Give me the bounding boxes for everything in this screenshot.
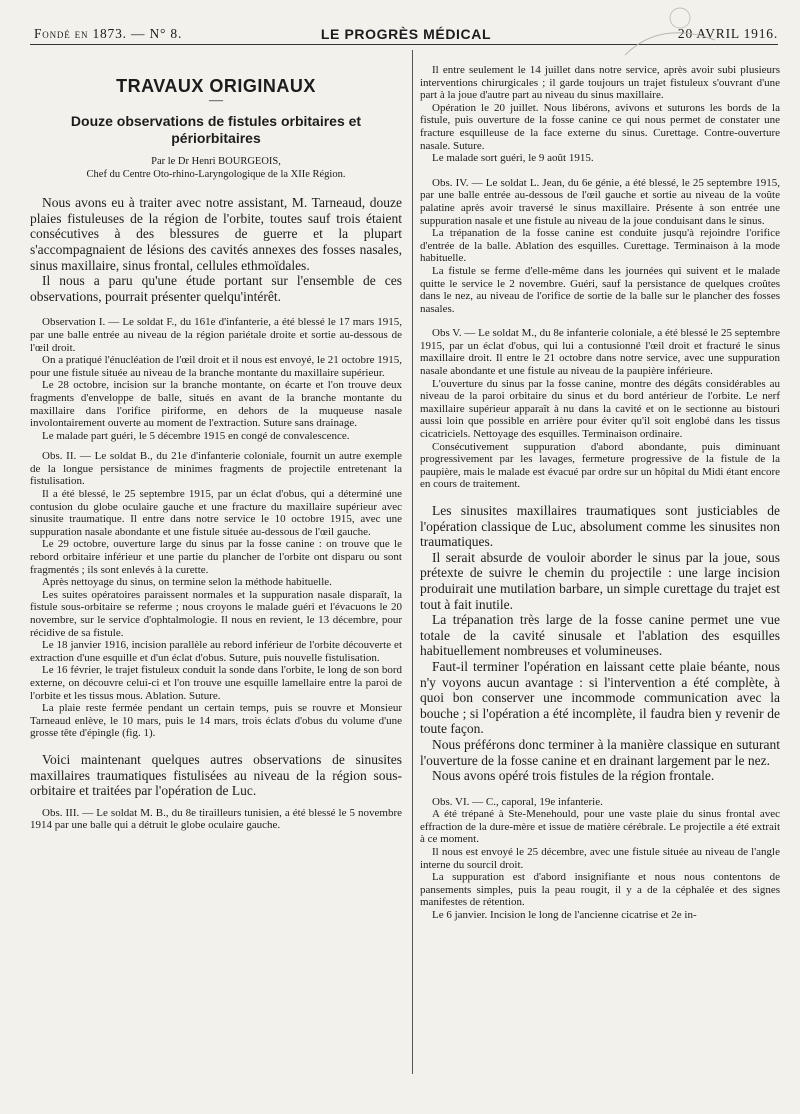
paragraph: Nous préférons donc terminer à la manière classique en suturant l'ouverture de la fosse canine et en drainant largement par le nez. bbox=[420, 736, 780, 768]
paragraph: Il serait absurde de vouloir aborder le sinus par la joue, sous prétexte de suivre le chemin du projectile : une large incision produirait une mutilation barbare, un simple curettage du trajet est tout à fait inutile. bbox=[420, 549, 780, 612]
paragraph: La plaie reste fermée pendant un certain temps, puis se rouvre et Monsieur Tarneaud enlève, le 10 mars, puis le 14 mars, trois éclats d'obus du volume d'une grosse tête d'épingle (fig. 1). bbox=[30, 702, 402, 740]
paragraph: Les suites opératoires paraissent normales et la suppuration nasale disparaît, la fistule sous-orbitaire se referme ; nous croyons le malade guéri et l'évacuons le 20 novembre, sur le service d'ophtalmologie. Il nous en revient, le 13 décembre, pour récidive de sa fistule. bbox=[30, 588, 402, 639]
article-title: Douze observations de fistules orbitaires et périorbitaires bbox=[70, 113, 362, 147]
paragraph: Le 29 octobre, ouverture large du sinus par la fosse canine : on trouve que le rebord orbitaire inférieur et une partie du plancher de l'orbite ont disparu ou sont fragmentés ; ils sont enlevés à la curette. bbox=[30, 538, 402, 576]
paragraph: L'ouverture du sinus par la fosse canine, montre des dégâts considérables au niveau de la paroi orbitaire du sinus et du bord antérieur de l'orbite. Le nerf maxillaire supérieur apparaît à nu dans la cavité et on le sectionne au bistouri aussi loin que possible en arrière pour éviter qu'il soit englobé dans les tissus cicatriciels. Nettoyage des esquilles. Terminaison ordinaire. bbox=[420, 377, 780, 441]
author-line bbox=[30, 155, 402, 181]
section-dash: — bbox=[209, 92, 223, 108]
observation-3-continued bbox=[420, 64, 780, 165]
paragraph: La suppuration est d'abord insignifiante et nous nous contentons de pansements simples, puis la peau rougit, il y a de la céphalée et des signes manifestes de rétention. bbox=[420, 871, 780, 909]
observation-5 bbox=[420, 327, 780, 491]
paragraph: Nous avons opéré trois fistules de la région frontale. bbox=[432, 768, 715, 784]
paragraph: Obs. II. — Le soldat B., du 21e d'infanterie coloniale, fournit un autre exemple de la longue persistance de minimes fragments de projectile entretenant la fistulisation. bbox=[30, 450, 402, 488]
paragraph: On a pratiqué l'énucléation de l'œil droit et il nous est envoyé, le 21 octobre 1915, pour une fistule située au niveau de la branche montante du maxillaire supérieur. bbox=[30, 354, 402, 379]
header-journal-title: LE PROGRÈS MÉDICAL bbox=[320, 26, 492, 42]
discussion bbox=[420, 503, 780, 784]
section-heading: TRAVAUX ORIGINAUX bbox=[116, 76, 316, 96]
library-stamp bbox=[620, 0, 720, 60]
paragraph: Après nettoyage du sinus, on termine selon la méthode habituelle. bbox=[42, 576, 332, 589]
intro-block bbox=[30, 195, 402, 304]
paragraph: Le 6 janvier. Incision le long de l'ancienne cicatrise et 2e in- bbox=[432, 909, 697, 922]
paragraph: Opération le 20 juillet. Nous libérons, avivons et suturons les bords de la fistule, puis ouverture de la fosse canine ce qui nous permet de constater une fracture esquilleuse de la face externe du sinus. Curettage. Contre-ouverture nasale. Suture. bbox=[420, 101, 780, 152]
paragraph: Il entre seulement le 14 juillet dans notre service, après avoir subi plusieurs interventions chirurgicales ; il garde toujours un trajet fistuleux s'ouvrant d'une part à la joue d'autre part au niveau du sinus maxillaire. bbox=[420, 64, 780, 102]
paragraph: Voici maintenant quelques autres observations de sinusites maxillaires traumatiques fistulisées au niveau de la région sous-orbitaire et traitées par l'opération de Luc. bbox=[30, 751, 402, 799]
column-divider bbox=[412, 50, 413, 1074]
paragraph: Obs. IV. — Le soldat L. Jean, du 6e génie, a été blessé, le 25 septembre 1915, par une balle entrée au-dessous de l'œil gauche et sortie au niveau de la voûte palatine après avoir traversé le sinus maxillaire. Présente à son entrée une suppuration nasale et une fistule au niveau de la joue conduisant dans le sinus. bbox=[420, 176, 780, 227]
paragraph: Les sinusites maxillaires traumatiques sont justiciables de l'opération classique de Luc, absolument comme les sinusites non traumatiques. bbox=[420, 503, 780, 550]
paragraph: Il nous a paru qu'une étude portant sur l'ensemble de ces observations, pourrait présenter quelqu'intérêt. bbox=[30, 273, 402, 304]
paragraph: Le 28 octobre, incision sur la branche montante, on écarte et l'on trouve deux fragments d'enveloppe de balle, situés en avant de la branche montante du maxillaire dans l'orifice piriforme, en dehors de la muqueuse nasale involontairement ouverte au moment de l'extraction. Suture sans drainage. bbox=[30, 379, 402, 430]
paragraph: Observation I. — Le soldat F., du 161e d'infanterie, a été blessé le 17 mars 1915, par une balle entrée au niveau de la région pariétale droite et sortie au-dessous de l'œil droit. bbox=[30, 316, 402, 354]
paragraph: Le malade sort guéri, le 9 août 1915. bbox=[432, 152, 594, 165]
transition-paragraph bbox=[30, 752, 402, 799]
observation-2 bbox=[30, 450, 402, 740]
header-founded: Fondé en 1873. — N° 8. bbox=[34, 26, 183, 41]
header-date: 20 AVRIL 1916. bbox=[677, 26, 778, 41]
paragraph: Obs. VI. — C., caporal, 19e infanterie. bbox=[432, 795, 603, 808]
paragraph: Obs V. — Le soldat M., du 8e infanterie coloniale, a été blessé le 25 septembre 1915, par un éclat d'obus, qui lui a contusionné l'œil droit et fracturé le sinus maxillaire droit. Il entre le 21 octobre dans notre service, avec une suppuration nasale abondante et une fistule au niveau de la paupière inférieure. bbox=[420, 327, 780, 378]
right-column bbox=[420, 64, 780, 922]
author-affiliation: Chef du Centre Oto-rhino-Laryngologique de la XIIe Région. bbox=[86, 169, 346, 181]
left-column bbox=[30, 58, 402, 832]
author-name: Par le Dr Henri BOURGEOIS, bbox=[151, 156, 281, 168]
paragraph: Le 16 février, le trajet fistuleux conduit la sonde dans l'orbite, le long de son bord externe, on découvre celui-ci et l'on trouve une esquille lamellaire entre la paroi de l'orbite et les tissus mous. Ablation. Suture. bbox=[30, 664, 402, 702]
paragraph: A été trépané à Ste-Menehould, pour une vaste plaie du sinus frontal avec effraction de la dure-mère et issue de matière cérébrale. Le projectile a été extrait à ce moment. bbox=[420, 808, 780, 846]
paragraph: La fistule se ferme d'elle-même dans les journées qui suivent et le malade quitte le service le 2 novembre. Guéri, sauf la persistance de quelques croûtes dans le nez, au niveau de l'orifice de sortie de la balle sur le plancher des fosses nasales. bbox=[420, 264, 780, 315]
paragraph: Le 18 janvier 1916, incision parallèle au rebord inférieur de l'orbite découverte et extraction d'une esquille et d'un éclat d'obus. Suture, puis nouvelle fistulisation. bbox=[30, 639, 402, 664]
observation-6 bbox=[420, 796, 780, 922]
observation-1 bbox=[30, 316, 402, 442]
paragraph: La trépanation de la fosse canine est conduite jusqu'à rejoindre l'orifice d'entrée de la balle. Ablation des esquilles. Curettage. Terminaison à la mode habituelle. bbox=[420, 227, 780, 265]
paragraph: Nous avons eu à traiter avec notre assistant, M. Tarneaud, douze plaies fistuleuses de la région de l'orbite, toutes sauf trois étaient consécutives à des blessures de guerre et la plupart s'accompagnaient de lésions des cavités annexes des fosses nasales, sinus maxillaire, sinus frontal, cellules ethmoïdales. bbox=[30, 195, 402, 273]
observation-3-start: Obs. III. — Le soldat M. B., du 8e tirailleurs tunisien, a été blessé le 5 novembre 1914 par une balle qui a détruit le globe oculaire gauche. bbox=[30, 806, 402, 832]
paragraph: Le malade part guéri, le 5 décembre 1915 en congé de convalescence. bbox=[42, 429, 350, 442]
observation-4 bbox=[420, 177, 780, 316]
paragraph: Faut-il terminer l'opération en laissant cette plaie béante, nous n'y voyons aucun avantage : si l'intervention a été complète, à quoi bon conserver une incommode communication avec la bouche ; si l'opération a été incomplète, il faudra bien y revenir de toute façon. bbox=[420, 658, 780, 737]
paragraph: Consécutivement suppuration d'abord abondante, puis diminuant progressivement par les lavages, fermeture progressive de la fistule de la paupière, mais le malade est évacué par ordre sur un hôpital du Midi étant encore en cours de traitement. bbox=[420, 440, 780, 491]
paragraph: Il nous est envoyé le 25 décembre, avec une fistule située au niveau de l'angle interne du sourcil droit. bbox=[420, 846, 780, 871]
paragraph: Il a été blessé, le 25 septembre 1915, par un éclat d'obus, qui a déterminé une contusion du globe oculaire gauche et une fracture du maxillaire supérieur avec sinusite traumatique. Il entre dans notre service le 10 octobre 1915, avec une suppuration nasale abondante et une fistule située au-dessous de l'œil gauche. bbox=[30, 488, 402, 538]
paragraph: La trépanation très large de la fosse canine permet une vue totale de la cavité sinusale et l'ablation des esquilles habituellement nombreuses et volumineuses. bbox=[420, 612, 780, 659]
